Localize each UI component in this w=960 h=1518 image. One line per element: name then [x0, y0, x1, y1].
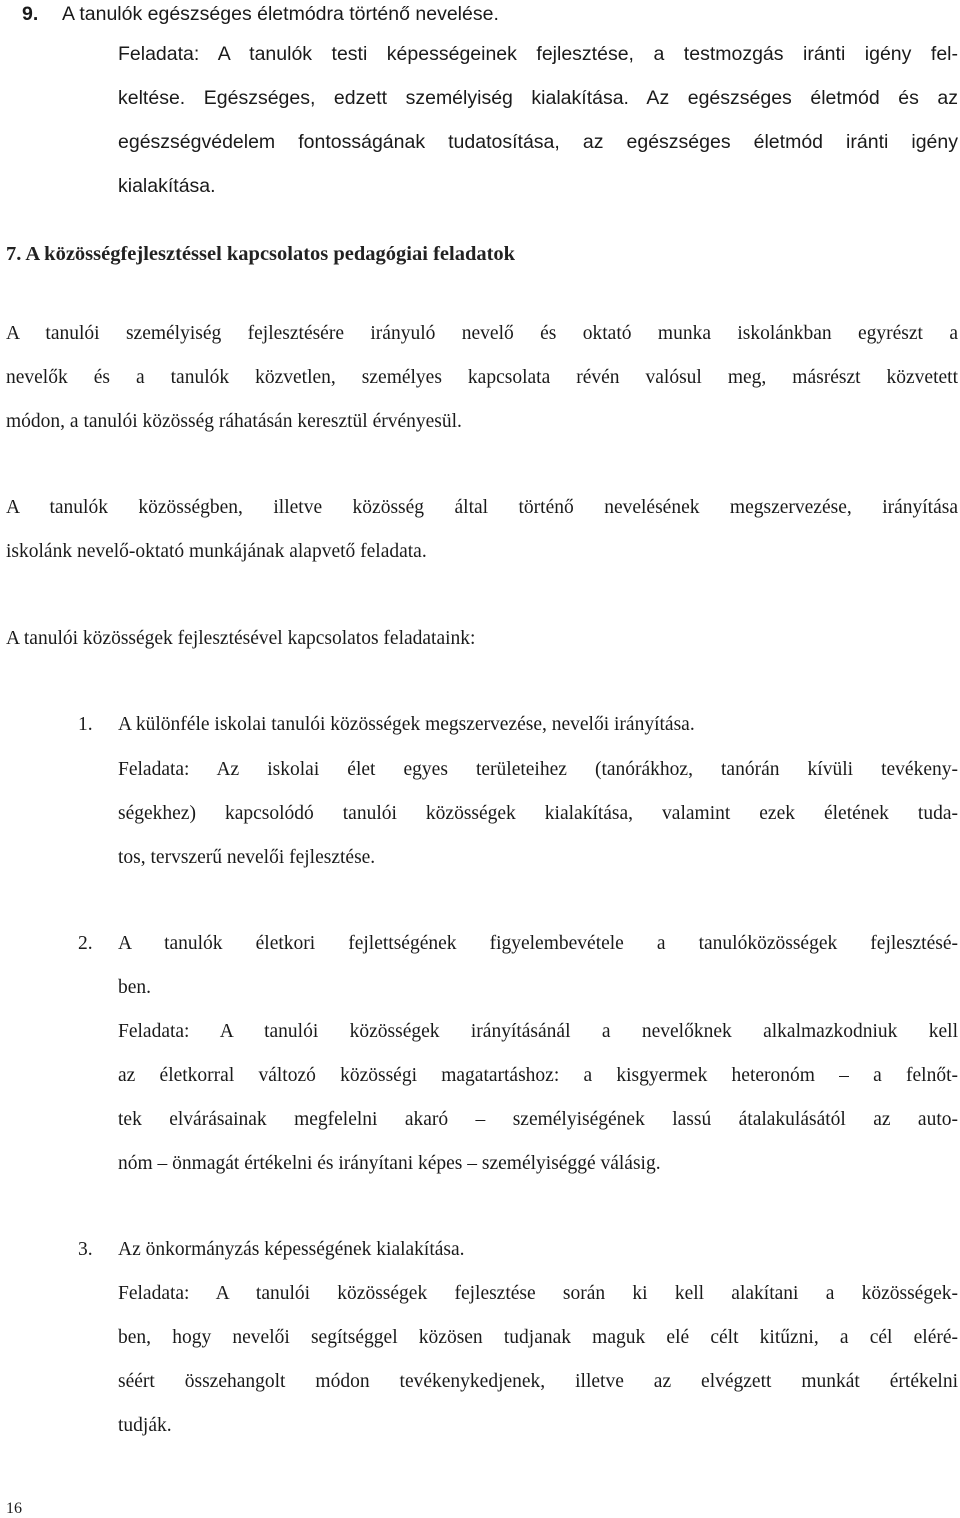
page-number: 16 [6, 1500, 22, 1517]
item-9-task-line: Feladata: A tanulók testi képességeinek fejlesztése, a testmozgás iránti igény fel- [118, 43, 958, 65]
list-item-line: tek elvárásainak megfelelni akaró – személyiségének lassú átalakulásától az auto- [118, 1109, 958, 1130]
paragraph-line: A tanulói közösségek fejlesztésével kapcsolatos feladataink: [6, 628, 476, 649]
list-item-line: tudják. [118, 1415, 172, 1436]
item-9-task-line: keltése. Egészséges, edzett személyiség kialakítása. Az egészséges életmód és az [118, 87, 958, 109]
item-9-title: A tanulók egészséges életmódra történő nevelése. [62, 3, 499, 25]
list-item-line: ben. [118, 977, 152, 998]
section-heading: 7. A közösségfejlesztéssel kapcsolatos pedagógiai feladatok [6, 243, 516, 265]
list-item-line: Az önkormányzás képességének kialakítása. [118, 1239, 465, 1260]
list-item-line: A tanulók életkori fejlettségének figyelembevétele a tanulóközösségek fejlesztésé- [118, 933, 958, 954]
list-item-line: Feladata: A tanulói közösségek irányításánál a nevelőknek alkalmazkodniuk kell [118, 1021, 958, 1042]
list-item-line: tos, tervszerű nevelői fejlesztése. [118, 847, 376, 868]
paragraph-line: iskolánk nevelő-oktató munkájának alapvető feladata. [6, 541, 427, 562]
list-item-line: az életkorral változó közösségi magatartáshoz: a kisgyermek heteronóm – a felnőt- [118, 1065, 958, 1086]
list-item-line: ben, hogy nevelői segítséggel közösen tudjanak maguk elé célt kitűzni, a cél eléré- [118, 1327, 958, 1348]
list-item-number: 1. [78, 714, 93, 735]
paragraph-line: módon, a tanulói közösség ráhatásán keresztül érvényesül. [6, 411, 462, 432]
item-9-number: 9. [22, 3, 39, 25]
list-item-line: ségekhez) kapcsolódó tanulói közösségek kialakítása, valamint ezek életének tuda- [118, 803, 958, 824]
paragraph-line: nevelők és a tanulók közvetlen, személyes kapcsolata révén valósul meg, másrészt közvetett [6, 367, 958, 388]
paragraph-line: A tanulók közösségben, illetve közösség által történő nevelésének megszervezése, irányítása [6, 497, 958, 518]
item-9-task-line: kialakítása. [118, 175, 216, 197]
list-item-line: nóm – önmagát értékelni és irányítani képes – személyiséggé válásig. [118, 1153, 661, 1174]
list-item-line: Feladata: A tanulói közösségek fejlesztése során ki kell alakítani a közösségek- [118, 1283, 958, 1304]
item-9-task-line: egészségvédelem fontosságának tudatosítása, az egészséges életmód iránti igény [118, 131, 958, 153]
paragraph-line: A tanulói személyiség fejlesztésére irányuló nevelő és oktató munka iskolánkban egyrészt a [6, 323, 958, 344]
list-item-line: séért összehangolt módon tevékenykedjenek, illetve az elvégzett munkát értékelni [118, 1371, 958, 1392]
list-item-line: Feladata: Az iskolai élet egyes területeihez (tanórákhoz, tanórán kívüli tevékeny- [118, 759, 958, 780]
list-item-number: 3. [78, 1239, 93, 1260]
list-item-number: 2. [78, 933, 93, 954]
list-item-line: A különféle iskolai tanulói közösségek megszervezése, nevelői irányítása. [118, 714, 695, 735]
